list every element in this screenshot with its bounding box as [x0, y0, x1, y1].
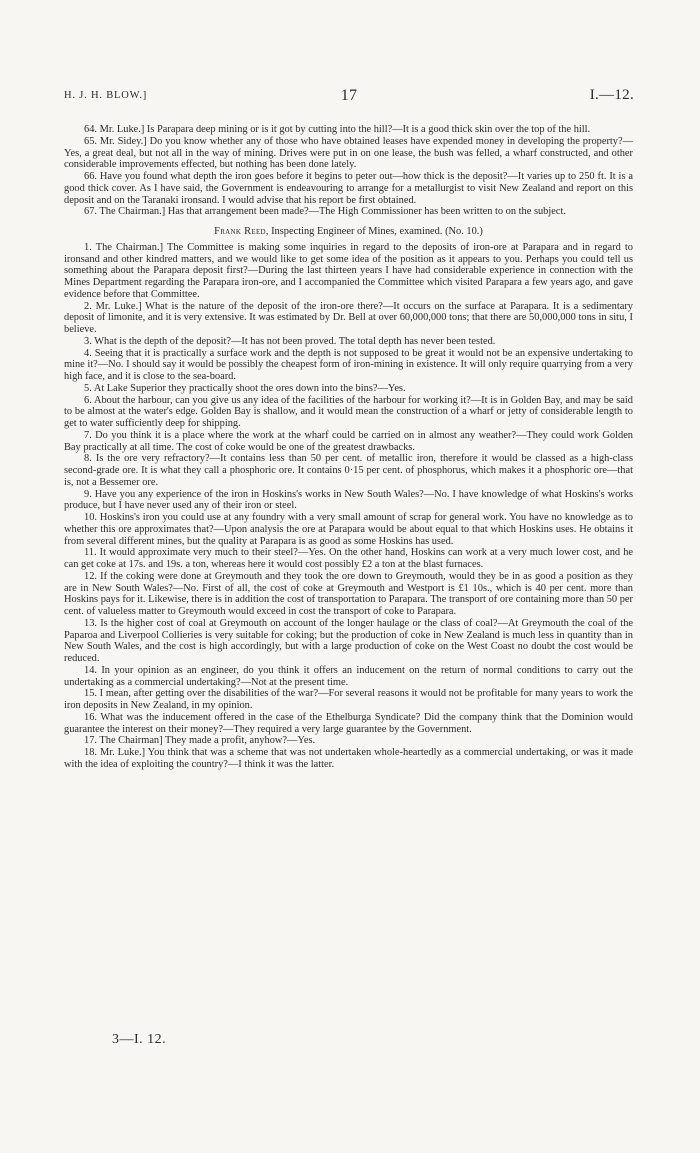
paragraph-q66: 66. Have you found what depth the iron goes before it begins to peter out—how thick is the deposit?—It varies up to 250 ft. It is a good thick cover. As I have said, the Government is endeavouring to arrange for a metallurgist to visit New Zealand and report on this deposit and on the Taranaki ironsand. I would advise that his report be first obtained.: [64, 171, 633, 206]
paragraph-q2: 2. Mr. Luke.] What is the nature of the deposit of the iron-ore there?—It occurs on the surface at Parapara. It is a sedimentary deposit of limonite, and it is very extensive. It was estimated by Dr. Bell at over 60,000,000 tons; that there are 50,000,000 tons in situ, I believe.: [64, 300, 633, 335]
paragraph-q3: 3. What is the depth of the deposit?—It has not been proved. The total depth has never been tested.: [84, 335, 496, 347]
paragraph-q9: 9. Have you any experience of the iron in Hoskins's works in New South Wales?—No. I have knowledge of what Hoskins's works produce, but I have never used any of their iron or steel.: [64, 488, 633, 512]
paragraph-q17: 17. The Chairman] They made a profit, anyhow?—Yes.: [84, 735, 316, 747]
paragraph-q14: 14. In your opinion as an engineer, do you think it offers an inducement on the return of normal conditions to carry out the undertaking as a commercial undertaking?—Not at the present time.: [64, 664, 633, 688]
witness-heading: [64, 226, 633, 238]
paragraph-q16: 16. What was the inducement offered in the case of the Ethelburga Syndicate? Did the company think that the Dominion would guarantee the interest on their money?—They required a very large guarantee by the Government.: [64, 711, 633, 735]
witness-description: , Inspecting Engineer of Mines, examined. (No. 10.): [265, 226, 483, 237]
header-witness-name: H. J. H. BLOW.]: [64, 90, 148, 101]
witness-name: Frank Reed: [214, 226, 266, 237]
paragraph-q5: 5. At Lake Superior they practically shoot the ores down into the bins?—Yes.: [84, 382, 406, 394]
paragraph-q64: 64. Mr. Luke.] Is Parapara deep mining or is it got by cutting into the hill?—It is a good thick skin over the top of the hill.: [84, 124, 591, 135]
paragraph-q65: 65. Mr. Sidey.] Do you know whether any of those who have obtained leases have expended money in developing the property?—Yes, a great deal, but not all in the way of mining. Drives were put in on one lease, the bush was felled, a wharf constructed, and other considerable improvements effected, but nothing has been done lately.: [64, 135, 633, 171]
page-body: [64, 124, 633, 771]
paragraph-q7: 7. Do you think it is a place where the work at the wharf could be carried on in almost any weather?—They could work Golden Bay practically at all time. The cost of coke would be one of the greatest drawbacks.: [64, 429, 633, 453]
page-number: 17: [340, 87, 358, 104]
page-footer: 3—I. 12.: [112, 1032, 167, 1047]
paragraph-q11: 11. It would approximate very much to their steel?—Yes. On the other hand, Hoskins can work at a very much lower cost, and he can get coke at 17s. and 19s. a ton, whereas here it would cost possibly £2 a ton at the blast furnaces.: [64, 547, 633, 570]
paragraph-q15: 15. I mean, after getting over the disabilities of the war?—For several reasons it would not be profitable for many years to work the iron deposits in New Zealand, in my opinion.: [64, 688, 633, 711]
paragraph-q1: 1. The Chairman.] The Committee is making some inquiries in regard to the deposits of iron-ore at Parapara and in regard to ironsand and other kindred matters, and we would like to get some idea of the position as it appears to you. Perhaps you could tell us something about the Parapara deposit first?—During the last thirteen years I have had considerable experience in connection with the Mines Department regarding the Parapara iron-ore, and I accompanied the Committee which visited Parapara a few years ago, and gave evidence before that Committee.: [64, 241, 633, 300]
paragraph-q8: 8. Is the ore very refractory?—It contains less than 50 per cent. of metallic iron, therefore it would be classed as a high-class second-grade ore. It is what they call a phosphoric ore. It contains 0·15 per cent. of phosphorus, which makes it a phosphoric ore—that is, not a Bessemer ore.: [64, 453, 633, 488]
paragraph-q18: 18. Mr. Luke.] You think that was a scheme that was not undertaken whole-heartedly as a commercial undertaking, or was it made with the idea of exploiting the country?—I think it was the latter.: [64, 747, 633, 770]
paragraph-q13: 13. Is the higher cost of coal at Greymouth on account of the longer haulage or the class of coal?—At Greymouth the coal of the Paparoa and Liverpool Collieries is very suitable for coking; but the production of coke in New Zealand is much less in quantity than in New South Wales, and the cost is high accordingly, but with a large production of coke on the West Coast no doubt the cost would be reduced.: [64, 617, 633, 664]
paragraph-q6: 6. About the harbour, can you give us any idea of the facilities of the harbour for working it?—It is in Golden Bay, and may be said to be almost at the water's edge. Golden Bay is shallow, and it would mean the construction of a wharf or jetty of considerable length to get to water sufficiently deep for shipping.: [64, 394, 633, 429]
paragraph-q10: 10. Hoskins's iron you could use at any foundry with a very small amount of scrap for general work. You have no knowledge as to whether this ore approximates that?—Upon analysis the ore at Parapara would be about equal to that which Hoskins uses. He obtains it from several different mines, but the quality at Parapara is as good as some Hoskins has used.: [64, 512, 633, 547]
paragraph-q67: 67. The Chairman.] Has that arrangement been made?—The High Commissioner has been written to on the subject.: [84, 206, 566, 218]
paragraph-q4: 4. Seeing that it is practically a surface work and the depth is not supposed to be great it would not be an expensive undertaking to mine it?—No. I should say it would be possibly the cheapest form of iron-mining in existence. It will only require quarrying from a very high face, and it is close to the sea-board.: [64, 347, 633, 382]
paper-reference: I.—12.: [589, 87, 634, 103]
paragraph-q12: 12. If the coking were done at Greymouth and they took the ore down to Greymouth, would they be in as good a position as they are in New South Wales?—No. First of all, the cost of coke at Greymouth and Westport is £1 10s., which is 40 per cent. more than Hoskins pays for it. Likewise, there is in addition the cost of transportation to Parapara. The transport of ore containing more than 50 per cent. of valueless matter to Greymouth would exceed in cost the transport of coke to Parapara.: [64, 570, 633, 617]
page-header: [64, 87, 634, 106]
